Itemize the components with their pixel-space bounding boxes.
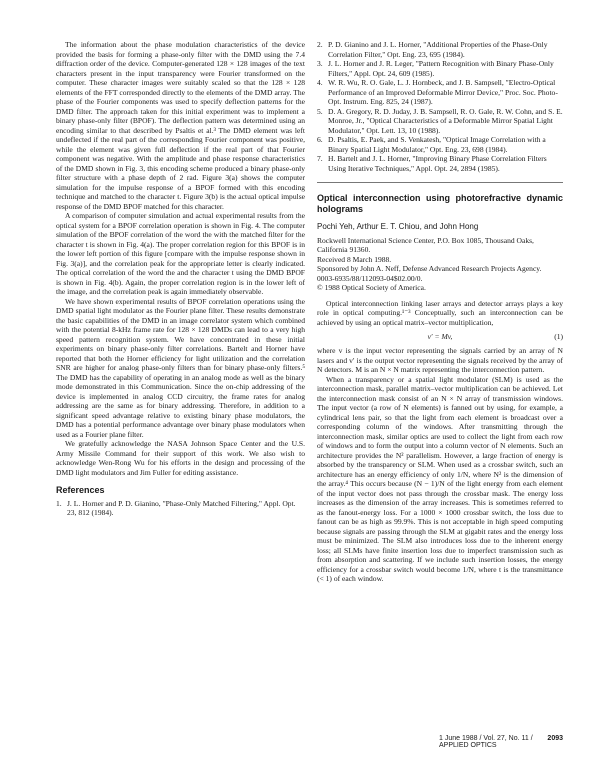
reference-text: H. Bartelt and J. L. Horner, "Improving Binary Phase Correlation Filters Using Iterative Techniques," Appl. Opt. 24, 2894 (1985).	[328, 154, 547, 173]
reference-number: 4.	[317, 78, 323, 87]
reference-item	[56, 499, 305, 518]
sponsor-note: Sponsored by John A. Neff, Defense Advanced Research Projects Agency.	[317, 264, 542, 273]
reference-number: 3.	[317, 59, 323, 68]
reference-item	[317, 154, 563, 173]
reference-text: D. A. Gregory, R. D. Juday, J. B. Sampsell, R. O. Gale, R. W. Cohn, and S. E. Monroe, Jr., "Optical Characteristics of a Deformable Mirror Spatial Light Modulator," Opt. Lett. 13, 10 (1988).	[328, 106, 563, 135]
reference-text: J. L. Horner and P. D. Gianino, "Phase-Only Matched Filtering," Appl. Opt. 23, 812 (1984).	[67, 498, 296, 517]
equation-expression: v′ = Mv,	[427, 332, 453, 341]
article-affiliation: Rockwell International Science Center, P.O. Box 1085, Thousand Oaks, California 91360.	[317, 235, 534, 254]
equation-number: (1)	[554, 332, 563, 341]
body-paragraph: A comparison of computer simulation and actual experimental results from the optical system for a BPOF correlation operation is shown in Fig. 4. The computer simulation of the BPOF correlation of the word the with the matched filter for the character t is shown in Fig. 4(a). The proper correlation region for this BPOF is in the lower left portion of this figure [compare with the impulse response shown in Fig. 3(a)], and the correlation peak for the appropriate letter is clearly indicated. The optical correlation of the word the and the character t using the DMD BPOF is shown in Fig. 4(b). Again, the proper correlation region is in the lower left of the image, and the correlation peak is again immediately observable.	[56, 211, 305, 296]
intro-paragraph: Optical interconnection linking laser arrays and detector arrays plays a key role in optical computing.¹⁻³ Conceptually, such an interconnection can be achieved by using an optical matrix–vector multiplication,	[317, 298, 563, 327]
article-code: 0003-6935/88/112093-04$02.00/0.	[317, 273, 423, 283]
reference-list	[317, 40, 563, 173]
left-column	[56, 40, 305, 518]
body-paragraph: The information about the phase modulation characteristics of the device provided the basis for forming a phase-only filter with the DMD using the 7.4 diffraction order of the device. Computer-generated 128 × 128 images of the text characters present in the input transparency were Fourier transformed on the computer. These character images were suitably scaled so that the 128 × 128 elements of the FFT corresponded directly to the elements of the DMD array. The phase of the Fourier components was used to specify deflection patterns for the DMD filter. The approach taken for this initial experiment was to implement a binary phase-only filter (BPOF). The deflection pattern was determined using an encoding similar to that described by Psaltis et al.³ The DMD element was left undeflected if the real part of the corresponding Fourier component was positive, while the element was given full deflection if the real part of that Fourier component was negative. With the amplitude and phase response characteristics of the DMD shown in Fig. 3, this encoding scheme produced a binary phase-only filter structure with a phase depth of 2 rad. Figure 3(a) shows the computer simulation for the impulse response of a BPOF formed with this encoding technique and matched to the character t. Figure 3(b) is the actual optical impulse response of the DMD BPOF matched for this character.	[56, 40, 305, 211]
right-column	[317, 40, 563, 584]
reference-number: 7.	[317, 154, 323, 163]
page-number: 2093	[547, 735, 563, 742]
article-authors: Pochi Yeh, Arthur E. T. Chiou, and John Hong	[317, 222, 479, 231]
section-divider	[317, 182, 563, 183]
body-paragraph: We have shown experimental results of BPOF correlation operations using the DMD spatial light modulator as the Fourier plane filter. These results demonstrate the basic capabilities of the DMD in an image correlator system which combined with the potential 8-kHz frame rate for 128 × 128 DMDs can lead to a very high speed pattern recognition system. We have concentrated in these initial experiments on binary phase-only filter correlations. Bartelt and Horner have reported that both the Horner efficiency for light utilization and the correlation SNR are higher for analog phase-only filters than for binary phase-only filters.⁵ The DMD has the capability of operating in an analog mode as well as the binary mode demonstrated in this Communication. Since the on-chip addressing of the device is implemented in analog CCD circuitry, the frame rates for analog addressing are the same as for binary addressing. Therefore, in addition to a significant speed advantage relative to existing binary phase modulators, the DMD has a potential performance advantage over binary phase modulators when used as a Fourier plane filter.	[56, 296, 305, 439]
reference-number: 2.	[317, 40, 323, 49]
reference-text: J. L. Horner and J. R. Leger, "Pattern Recognition with Binary Phase-Only Filters," Appl. Opt. 24, 609 (1985).	[328, 59, 554, 78]
references-heading: References	[56, 485, 105, 495]
reference-item	[317, 40, 563, 59]
reference-text: P. D. Gianino and J. L. Horner, "Additional Properties of the Phase-Only Correlation Filter," Opt. Eng. 23, 695 (1984).	[328, 40, 548, 59]
reference-item	[317, 59, 563, 78]
acknowledgment-paragraph: We gratefully acknowledge the NASA Johnson Space Center and the U.S. Army Missile Command for their support of this work. We also wish to acknowledge Wen-Rong Wu for his efforts in the design and processing of the DMD light modulators and Jim Fuller for editing assistance.	[56, 439, 305, 477]
reference-item	[317, 107, 563, 136]
reference-number: 5.	[317, 106, 323, 116]
page-footer	[317, 735, 563, 749]
received-date: Received 8 March 1988.	[317, 254, 392, 264]
body-paragraph: When a transparency or a spatial light modulator (SLM) is used as the interconnection mask, parallel matrix–vector multiplication can be achieved. Let the interconnection mask consist of an N × N array of transmission windows. The input vector (a row of N elements) is fanned out by using, for example, a cylindrical lens pair, so that the light from each element is broadcast over a corresponding column of the windows. After transmitting through the interconnection mask, similar optics are used to collect the light from each row of windows and to form the output into a column vector of N elements. Such an architecture provides the N² parallelism. However, a large fraction of energy is absorbed by the transparency or SLM. When used as a crossbar switch, such an architecture has an energy efficiency of only 1/N, where N² is the dimension of the array.⁴ This occurs because (N − 1)/N of the light energy from each element of the input vector does not pass through the crossbar mask. The energy loss increases as the dimension of the array increases. This is sometimes referred to as the fanout-energy loss. For a 1000 × 1000 crossbar switch, the loss due to fanout can be as high as 99.9%. This is not acceptable in high speed computing because signals are passing through the SLM at gigabit rates and the energy loss must be minimized. The SLM also introduces loss due to the inherent energy loss; all SLMs have finite insertion loss due to imperfect transmission such as from absorption and scattering. If we include such insertion losses, the energy efficiency for a crossbar switch would become 1/N, where t is the transmittance (< 1) of each window.	[317, 374, 563, 583]
reference-text: W. R. Wu, R. O. Gale, L. J. Hornbeck, and J. B. Sampsell, "Electro-Optical Performance of an Improved Deformable Mirror Device," Proc. Soc. Photo-Opt. Instrum. Eng. 825, 24 (1987).	[328, 78, 558, 106]
reference-number: 1.	[56, 498, 62, 508]
equation	[317, 329, 563, 344]
body-paragraph: where v is the input vector representing the signals carried by an array of N lasers and v′ is the output vector representing the signals received by the array of N detectors. M is an N × N matrix representing the interconnection pattern.	[317, 346, 563, 374]
article-title: Optical interconnection using photorefractive dynamic holograms	[317, 193, 563, 214]
reference-number: 6.	[317, 135, 323, 144]
copyright-line: © 1988 Optical Society of America.	[317, 283, 426, 292]
reference-item	[317, 135, 563, 154]
journal-issue: 1 June 1988 / Vol. 27, No. 11 / APPLIED OPTICS	[439, 735, 533, 749]
reference-item	[317, 78, 563, 107]
reference-list	[56, 499, 305, 518]
reference-text: D. Psaltis, E. Paek, and S. Venkatesh, "Optical Image Correlation with a Binary Spatial Light Modulator," Opt. Eng. 23, 698 (1984).	[328, 135, 546, 154]
